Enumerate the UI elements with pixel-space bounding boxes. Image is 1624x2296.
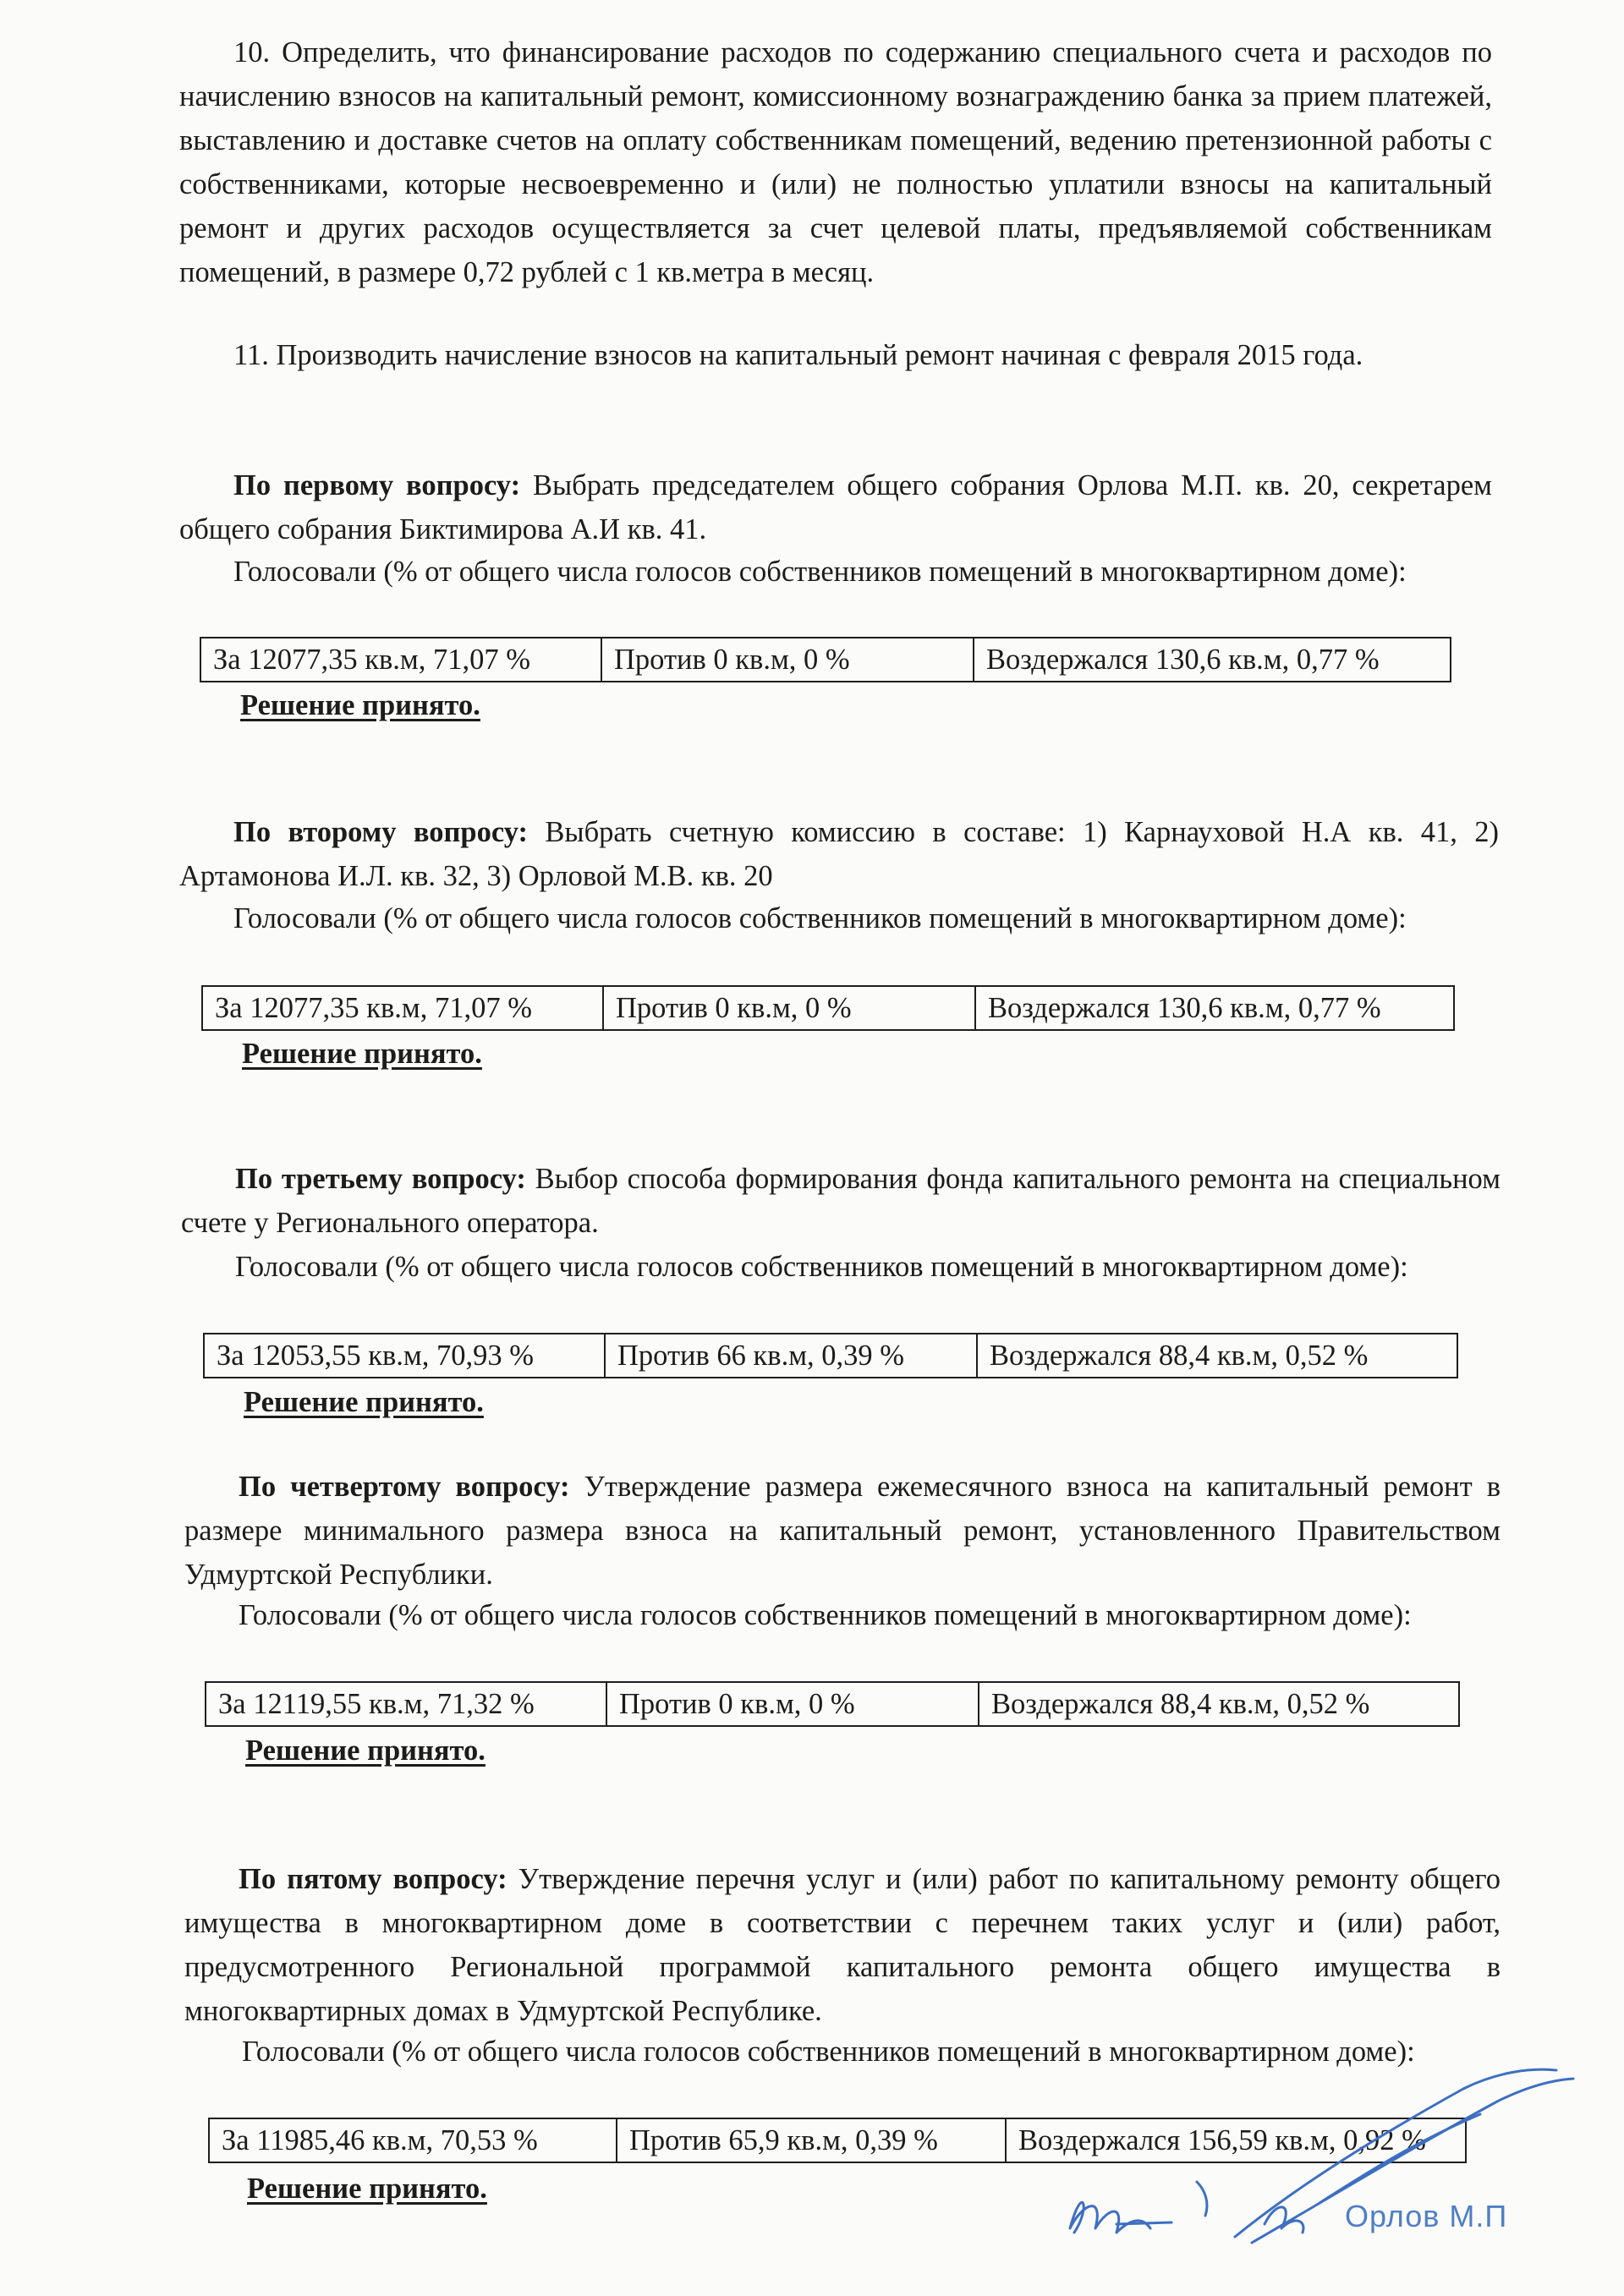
question-4-decision: Решение принято. <box>245 1734 486 1767</box>
question-2-heading: По второму вопросу: <box>233 816 546 848</box>
question-3-vote-table <box>203 1333 1458 1378</box>
vote-for-cell: За 12077,35 кв.м, 71,07 % <box>200 638 601 682</box>
question-5-text: Утверждение перечня услуг и (или) работ по капитальному ремонту общего имущества в многоквартирном доме в соответствии с перечнем таких услуг и (или) работ, предусмотренного Региональной программой капитального ремонта общего имущества в многоквартирных домах в Удмуртской Республике. <box>184 1863 1501 2027</box>
question-2-decision: Решение принято. <box>242 1038 482 1070</box>
vote-abstain-cell: Воздержался 156,59 кв.м, 0,92 % <box>1006 2118 1466 2162</box>
vote-against-cell: Против 65,9 кв.м, 0,39 % <box>617 2118 1006 2162</box>
vote-against-cell: Против 0 кв.м, 0 % <box>601 638 974 682</box>
question-4-vote-intro: Голосовали (% от общего числа голосов собственников помещений в многоквартирном доме): <box>239 1599 1412 1631</box>
question-1-vote-table <box>200 637 1451 682</box>
question-1-text: Выбрать председателем общего собрания Орлова М.П. кв. 20, секретарем общего собрания Биктимирова А.И кв. 41. <box>179 469 1493 545</box>
question-5-vote-intro: Голосовали (% от общего числа голосов собственников помещений в многоквартирном доме): <box>242 2036 1415 2068</box>
item-11-paragraph: 11. Производить начисление взносов на капитальный ремонт начиная с февраля 2015 года. <box>233 339 1363 371</box>
question-3-paragraph <box>181 1157 1501 1245</box>
vote-row <box>204 1334 1457 1378</box>
vote-abstain-cell: Воздержался 130,6 кв.м, 0,77 % <box>974 638 1451 682</box>
vote-row <box>200 638 1451 682</box>
question-3-text: Выбор способа формирования фонда капитального ремонта на специальном счете у Регионального оператора. <box>181 1163 1501 1239</box>
question-3-vote-intro: Голосовали (% от общего числа голосов собственников помещений в многоквартирном доме): <box>235 1251 1408 1283</box>
question-2-vote-intro: Голосовали (% от общего числа голосов собственников помещений в многоквартирном доме): <box>233 902 1407 934</box>
vote-row <box>202 986 1454 1030</box>
vote-against-cell: Против 0 кв.м, 0 % <box>606 1682 979 1726</box>
vote-abstain-cell: Воздержался 88,4 кв.м, 0,52 % <box>977 1334 1457 1378</box>
question-3-decision: Решение принято. <box>244 1386 484 1418</box>
question-1-vote-intro: Голосовали (% от общего числа голосов собственников помещений в многоквартирном доме): <box>233 556 1407 588</box>
question-4-paragraph <box>184 1465 1501 1597</box>
question-2-text: Выбрать счетную комиссию в составе: 1) Карнауховой Н.А кв. 41, 2) Артамонова И.Л. кв. 32, 3) Орловой М.В. кв. 20 <box>179 816 1500 892</box>
item-10-paragraph: 10. Определить, что финансирование расходов по содержанию специального счета и расходов по начислению взносов на капитальный ремонт, комиссионному вознаграждению банка за прием платежей, выставлению и доставке счетов на оплату собственникам помещений, ведению претензионной работы с собственниками, которые несвоевременно и (или) не полностью уплатили взносы на капитальный ремонт и других расходов осуществляется за счет целевой платы, предъявляемой собственникам помещений, в размере 0,72 рублей с 1 кв.метра в месяц. <box>179 36 1492 288</box>
question-5-heading: По пятому вопросу: <box>239 1863 518 1895</box>
vote-for-cell: За 11985,46 кв.м, 70,53 % <box>209 2118 617 2162</box>
vote-for-cell: За 12053,55 кв.м, 70,93 % <box>204 1334 605 1378</box>
question-4-text: Утверждение размера ежемесячного взноса на капитальный ремонт в размере минимального размера взноса на капитальный ремонт, установленного Правительством Удмуртской Республики. <box>184 1471 1501 1591</box>
question-4-heading: По четвертому вопросу: <box>239 1471 584 1503</box>
vote-abstain-cell: Воздержался 88,4 кв.м, 0,52 % <box>979 1682 1459 1726</box>
question-5-paragraph <box>184 1857 1501 2033</box>
question-5-decision: Решение принято. <box>247 2173 487 2205</box>
signature-printed-name: Орлов М.П <box>1345 2199 1508 2233</box>
question-1-paragraph <box>179 463 1492 551</box>
vote-against-cell: Против 66 кв.м, 0,39 % <box>605 1334 977 1378</box>
question-1-heading: По первому вопросу: <box>233 469 533 501</box>
vote-against-cell: Против 0 кв.м, 0 % <box>603 986 975 1030</box>
vote-row <box>206 1682 1459 1726</box>
question-1-decision: Решение принято. <box>240 689 480 721</box>
question-3-heading: По третьему вопросу: <box>235 1163 535 1195</box>
question-4-vote-table <box>205 1681 1460 1727</box>
vote-for-cell: За 12119,55 кв.м, 71,32 % <box>206 1682 606 1726</box>
vote-abstain-cell: Воздержался 130,6 кв.м, 0,77 % <box>975 986 1454 1030</box>
handwritten-signature <box>1023 2055 1582 2292</box>
vote-for-cell: За 12077,35 кв.м, 71,07 % <box>202 986 603 1030</box>
question-2-paragraph <box>179 810 1499 898</box>
question-2-vote-table <box>201 985 1455 1031</box>
